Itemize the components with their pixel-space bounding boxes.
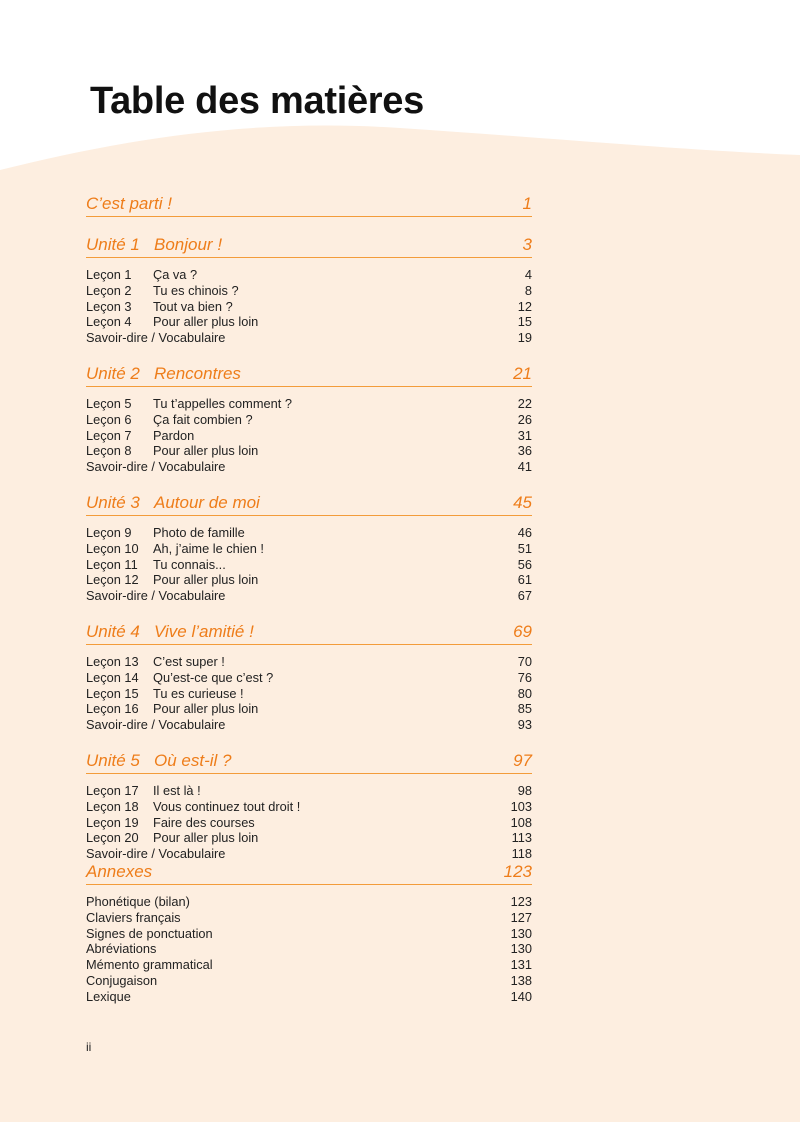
entry-label (86, 428, 194, 444)
toc-entry[interactable] (86, 910, 532, 926)
lesson-title: Pour aller plus loin (153, 443, 259, 459)
entry-label (86, 973, 157, 989)
lesson-number: Savoir-dire / Vocabulaire (86, 330, 226, 346)
section-heading[interactable] (86, 622, 532, 645)
entry-label (86, 894, 190, 910)
toc-section (86, 751, 532, 862)
lesson-list (86, 783, 532, 862)
lesson-title: C’est super ! (153, 653, 225, 669)
lesson-page-number: 51 (517, 540, 532, 556)
entry-label (86, 686, 244, 702)
lesson-page-number: 31 (517, 427, 532, 443)
toc-entry[interactable] (86, 412, 532, 428)
lesson-number: Savoir-dire / Vocabulaire (86, 459, 226, 475)
toc-section (86, 235, 532, 346)
lesson-page-number: 130 (510, 941, 532, 957)
toc-entry[interactable] (86, 330, 532, 346)
lesson-title: Tu t’appelles comment ? (153, 395, 292, 411)
lesson-number: Claviers français (86, 909, 181, 925)
lesson-page-number: 131 (510, 957, 532, 973)
entry-label (86, 670, 273, 686)
lesson-page-number: 41 (517, 459, 532, 475)
lesson-number: Leçon 14 (86, 669, 139, 685)
lesson-number: Leçon 10 (86, 540, 139, 556)
lesson-page-number: 127 (510, 909, 532, 925)
lesson-page-number: 56 (517, 556, 532, 572)
lesson-list (86, 654, 532, 733)
lesson-title: Pour aller plus loin (153, 314, 259, 330)
lesson-page-number: 46 (517, 524, 532, 540)
lesson-page-number: 118 (511, 846, 532, 862)
table-of-contents (86, 194, 532, 1005)
section-page-number: 1 (522, 194, 532, 213)
lesson-page-number: 103 (510, 798, 532, 814)
entry-label (86, 783, 201, 799)
lesson-page-number: 130 (510, 925, 532, 941)
lesson-number: Leçon 18 (86, 798, 139, 814)
lesson-title: Tu es chinois ? (153, 282, 239, 298)
toc-entry[interactable] (86, 894, 532, 910)
section-number: Unité 3 (86, 492, 140, 512)
lesson-page-number: 108 (510, 814, 532, 830)
lesson-title: Photo de famille (153, 524, 245, 540)
lesson-page-number: 26 (517, 411, 532, 427)
toc-entry[interactable] (86, 686, 532, 702)
lesson-number: Leçon 2 (86, 282, 132, 298)
section-page-number: 123 (503, 861, 532, 881)
lesson-page-number: 140 (510, 988, 532, 1004)
lesson-page-number: 85 (517, 701, 532, 717)
toc-entry[interactable] (86, 283, 532, 299)
section-heading-left (86, 194, 172, 214)
entry-label (86, 541, 264, 557)
lesson-number: Abréviations (86, 941, 157, 957)
section-title: Vive l’amitié ! (154, 621, 254, 641)
lesson-page-number: 19 (517, 330, 532, 346)
entry-label (86, 314, 258, 330)
lesson-title: Ça fait combien ? (153, 411, 253, 427)
section-number: C’est parti ! (86, 194, 172, 213)
lesson-page-number: 123 (510, 893, 532, 909)
lesson-number: Leçon 12 (86, 572, 139, 588)
lesson-number: Conjugaison (86, 972, 158, 988)
lesson-page-number: 76 (517, 669, 532, 685)
toc-entry[interactable] (86, 443, 532, 459)
entry-label (86, 654, 225, 670)
toc-entry[interactable] (86, 654, 532, 670)
lesson-page-number: 8 (524, 282, 532, 298)
toc-entry[interactable] (86, 314, 532, 330)
lesson-number: Mémento grammatical (86, 957, 213, 973)
toc-entry[interactable] (86, 525, 532, 541)
toc-entry[interactable] (86, 926, 532, 942)
entry-label (86, 957, 213, 973)
lesson-title: Pour aller plus loin (153, 701, 259, 717)
section-heading-left (86, 493, 260, 513)
lesson-title: Il est là ! (153, 782, 201, 798)
lesson-number: Leçon 1 (86, 267, 132, 282)
section-page-number: 21 (513, 363, 532, 383)
section-heading[interactable] (86, 364, 532, 387)
lesson-title: Pour aller plus loin (153, 572, 259, 588)
section-number: Annexes (86, 861, 153, 881)
lesson-number: Leçon 15 (86, 685, 139, 701)
section-page-number: 97 (513, 750, 532, 770)
entry-label (86, 926, 213, 942)
lesson-title: Qu’est-ce que c’est ? (153, 669, 274, 685)
entry-label (86, 283, 239, 299)
entry-label (86, 525, 245, 541)
lesson-title: Faire des courses (153, 814, 255, 830)
lesson-number: Leçon 16 (86, 701, 139, 717)
entry-label (86, 459, 225, 475)
entry-label (86, 799, 300, 815)
lesson-number: Savoir-dire / Vocabulaire (86, 717, 226, 733)
lesson-number: Leçon 8 (86, 443, 132, 459)
section-page-number: 3 (522, 235, 532, 254)
entry-label (86, 701, 258, 717)
entry-label (86, 717, 225, 733)
toc-section (86, 194, 532, 217)
lesson-page-number: 36 (517, 443, 532, 459)
lesson-page-number: 22 (517, 395, 532, 411)
lesson-number: Savoir-dire / Vocabulaire (86, 588, 226, 604)
entry-label (86, 846, 225, 862)
entry-label (86, 572, 258, 588)
lesson-number: Leçon 5 (86, 395, 132, 411)
lesson-number: Leçon 11 (86, 556, 138, 572)
lesson-page-number: 15 (517, 314, 532, 330)
entry-label (86, 396, 292, 412)
lesson-page-number: 113 (511, 830, 532, 846)
toc-section (86, 364, 532, 475)
section-heading[interactable] (86, 493, 532, 516)
toc-section (86, 622, 532, 733)
entry-label (86, 557, 226, 573)
lesson-title: Ah, j’aime le chien ! (153, 540, 264, 556)
section-heading[interactable] (86, 862, 532, 885)
lesson-list (86, 525, 532, 604)
lesson-number: Leçon 20 (86, 830, 139, 846)
section-heading-left (86, 364, 241, 384)
lesson-title: Tu es curieuse ! (153, 685, 244, 701)
lesson-page-number: 67 (517, 588, 532, 604)
lesson-list (86, 396, 532, 475)
lesson-number: Savoir-dire / Vocabulaire (86, 846, 226, 862)
lesson-page-number: 80 (517, 685, 532, 701)
toc-entry[interactable] (86, 799, 532, 815)
entry-label (86, 910, 181, 926)
toc-entry[interactable] (86, 588, 532, 604)
page-folio: ii (86, 1040, 92, 1054)
toc-entry[interactable] (86, 396, 532, 412)
section-page-number: 45 (513, 492, 532, 512)
lesson-page-number: 98 (517, 782, 532, 798)
lesson-page-number: 70 (517, 653, 532, 669)
lesson-number: Leçon 7 (86, 427, 132, 443)
entry-label (86, 330, 225, 346)
section-title: Rencontres (154, 363, 241, 383)
section-title: Autour de moi (154, 492, 260, 512)
lesson-list (86, 267, 532, 346)
lesson-title: Ça va ? (153, 267, 198, 282)
toc-entry[interactable] (86, 783, 532, 799)
section-heading-left (86, 862, 154, 882)
toc-entry[interactable] (86, 973, 532, 989)
toc-entry[interactable] (86, 701, 532, 717)
entry-label (86, 588, 225, 604)
toc-section (86, 862, 532, 1005)
lesson-list (86, 894, 532, 1005)
lesson-page-number: 61 (517, 572, 532, 588)
entry-label (86, 443, 258, 459)
lesson-number: Leçon 9 (86, 524, 132, 540)
lesson-number: Leçon 13 (86, 653, 139, 669)
section-number: Unité 4 (86, 621, 140, 641)
toc-entry[interactable] (86, 830, 532, 846)
section-number: Unité 2 (86, 363, 140, 383)
entry-label (86, 941, 156, 957)
lesson-number: Lexique (86, 988, 131, 1004)
section-heading-left (86, 622, 254, 642)
toc-entry[interactable] (86, 941, 532, 957)
lesson-number: Leçon 17 (86, 782, 139, 798)
section-number: Unité 5 (86, 750, 140, 770)
lesson-title: Pardon (153, 427, 195, 443)
toc-entry[interactable] (86, 989, 532, 1005)
toc-entry[interactable] (86, 572, 532, 588)
toc-entry[interactable] (86, 541, 532, 557)
lesson-title: Vous continuez tout droit ! (153, 798, 301, 814)
lesson-number: Leçon 19 (86, 814, 139, 830)
lesson-number: Signes de ponctuation (86, 925, 213, 941)
entry-label (86, 815, 255, 831)
entry-label (86, 299, 233, 315)
lesson-title: Pour aller plus loin (153, 830, 259, 846)
lesson-title: Tu connais... (153, 556, 226, 572)
section-number: Unité 1 (86, 235, 140, 254)
toc-entry[interactable] (86, 717, 532, 733)
section-heading[interactable] (86, 194, 532, 217)
toc-entry[interactable] (86, 428, 532, 444)
lesson-number: Leçon 3 (86, 298, 132, 314)
section-title: Où est-il ? (154, 750, 232, 770)
section-title: Bonjour ! (154, 235, 223, 254)
toc-entry[interactable] (86, 299, 532, 315)
section-page-number: 69 (513, 621, 532, 641)
entry-label (86, 989, 131, 1005)
toc-entry[interactable] (86, 815, 532, 831)
toc-entry[interactable] (86, 957, 532, 973)
section-heading-left (86, 751, 231, 771)
entry-label (86, 267, 197, 283)
lesson-page-number: 12 (517, 298, 532, 314)
lesson-number: Phonétique (bilan) (86, 893, 190, 909)
lesson-page-number: 138 (510, 972, 532, 988)
page-title: Table des matières (90, 80, 424, 122)
toc-entry[interactable] (86, 557, 532, 573)
toc-entry[interactable] (86, 670, 532, 686)
toc-entry[interactable] (86, 459, 532, 475)
lesson-title: Tout va bien ? (153, 298, 233, 314)
entry-label (86, 830, 258, 846)
lesson-number: Leçon 6 (86, 411, 132, 427)
entry-label (86, 412, 253, 428)
section-heading[interactable] (86, 235, 532, 258)
lesson-number: Leçon 4 (86, 314, 132, 330)
section-heading[interactable] (86, 751, 532, 774)
toc-section (86, 493, 532, 604)
lesson-page-number: 4 (524, 267, 532, 282)
lesson-page-number: 93 (517, 717, 532, 733)
section-heading-left (86, 235, 222, 255)
toc-entry[interactable] (86, 267, 532, 283)
toc-entry[interactable] (86, 846, 532, 862)
